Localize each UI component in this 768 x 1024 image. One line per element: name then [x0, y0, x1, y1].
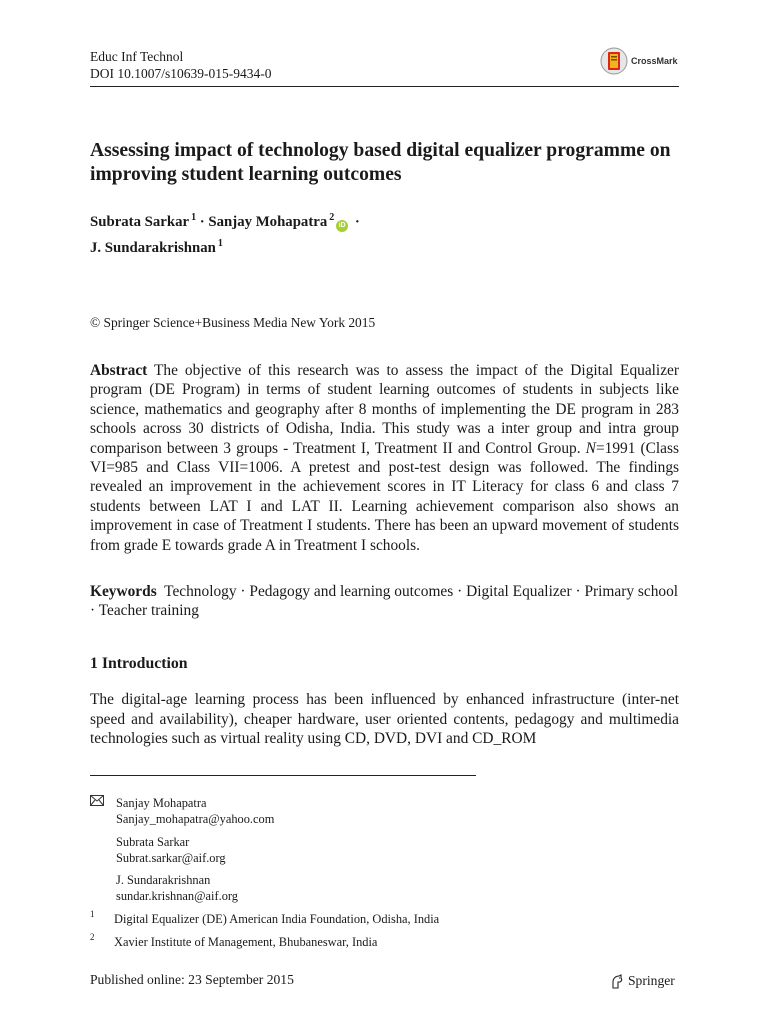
keywords [90, 582, 679, 621]
copyright-notice: © Springer Science+Business Media New York 2015 [90, 315, 376, 330]
author-name: Sanjay Mohapatra [208, 214, 328, 230]
crossmark-label: CrossMark [631, 56, 678, 66]
affiliation-number: 2 [90, 932, 95, 942]
published-date: Published online: 23 September 2015 [90, 972, 294, 987]
contact-name: Sanjay Mohapatra [116, 796, 207, 810]
contact-name: J. Sundarakrishnan [116, 873, 211, 887]
abstract [90, 361, 679, 555]
doi: DOI 10.1007/s10639-015-9434-0 [90, 66, 272, 81]
affiliation-marker: 1 [191, 212, 197, 223]
crossmark-icon [600, 47, 628, 75]
affiliation-marker: 2 [329, 212, 335, 223]
author-name: J. Sundarakrishnan [90, 240, 216, 256]
section-text: The digital-age learning process has been influenced by enhanced infrastructure (inter-net speed and availability), cheaper hardware, user oriented contents, pedagogy and multimedia technologies such as virtual reality using CD, DVD, DVI and CD_ROM [90, 691, 679, 748]
affiliation-marker: 1 [217, 238, 223, 249]
abstract-label: Abstract [90, 362, 148, 379]
publisher-logo [610, 973, 675, 989]
contact-entry [116, 872, 238, 904]
contact-email[interactable]: Sanjay_mohapatra@yahoo.com [116, 812, 275, 826]
author-name: Subrata Sarkar [90, 214, 190, 230]
springer-horse-icon [610, 974, 624, 989]
publisher-name: Springer [628, 973, 675, 988]
contact-name: Subrata Sarkar [116, 835, 190, 849]
abstract-text: The objective of this research was to assess the impact of the Digital Equalizer program (DE Program) in terms of student learning outcomes of students in subjects like science, mathematics and geography after 8 months of implementing the DE program in 283 schools across 30 districts of Odisha, India. This study was a inter group and intra group comparison between 3 groups - Treatment I, Treatment II and Control Group. [90, 362, 679, 457]
abstract-text: =1991 (Class VI=985 and Class VII=1006. A pretest and post-test design was followed. The findings revealed an improvement in the achievement scores in IT Literacy for class 6 and class 7 students between LAT I and LAT II. Learning achievement comparison also shows an improvement in case of Treatment I students. There has been an upward movement of students from grade E towards grade A in Treatment I schools. [90, 439, 679, 554]
journal-header [90, 48, 272, 82]
keywords-text: Technology · Pedagogy and learning outcomes · Digital Equalizer · Primary school · Teacher training [90, 583, 679, 620]
affiliation-text: Digital Equalizer (DE) American India Foundation, Odisha, India [114, 912, 440, 926]
orcid-icon[interactable]: iD [336, 220, 348, 232]
section-heading: 1 Introduction [90, 655, 188, 672]
affiliation-text: Xavier Institute of Management, Bhubaneswar, India [114, 935, 378, 949]
contact-entry [116, 834, 226, 866]
contact-email[interactable]: Subrat.sarkar@aif.org [116, 851, 226, 865]
author-list [90, 207, 690, 259]
n-symbol: N [585, 439, 596, 457]
keywords-label: Keywords [90, 583, 157, 600]
contact-email[interactable]: sundar.krishnan@aif.org [116, 889, 238, 903]
paper-title: Assessing impact of technology based digital equalizer programme on improving student learning outcomes [90, 140, 671, 185]
journal-name: Educ Inf Technol [90, 49, 184, 64]
affiliation-number: 1 [90, 909, 95, 919]
contact-entry [116, 795, 274, 827]
author-separator: · [354, 214, 360, 230]
author-separator: · [199, 214, 205, 230]
crossmark-badge[interactable] [600, 47, 678, 75]
envelope-icon [90, 795, 104, 806]
header-rule [90, 86, 679, 87]
footnote-rule [90, 775, 476, 776]
